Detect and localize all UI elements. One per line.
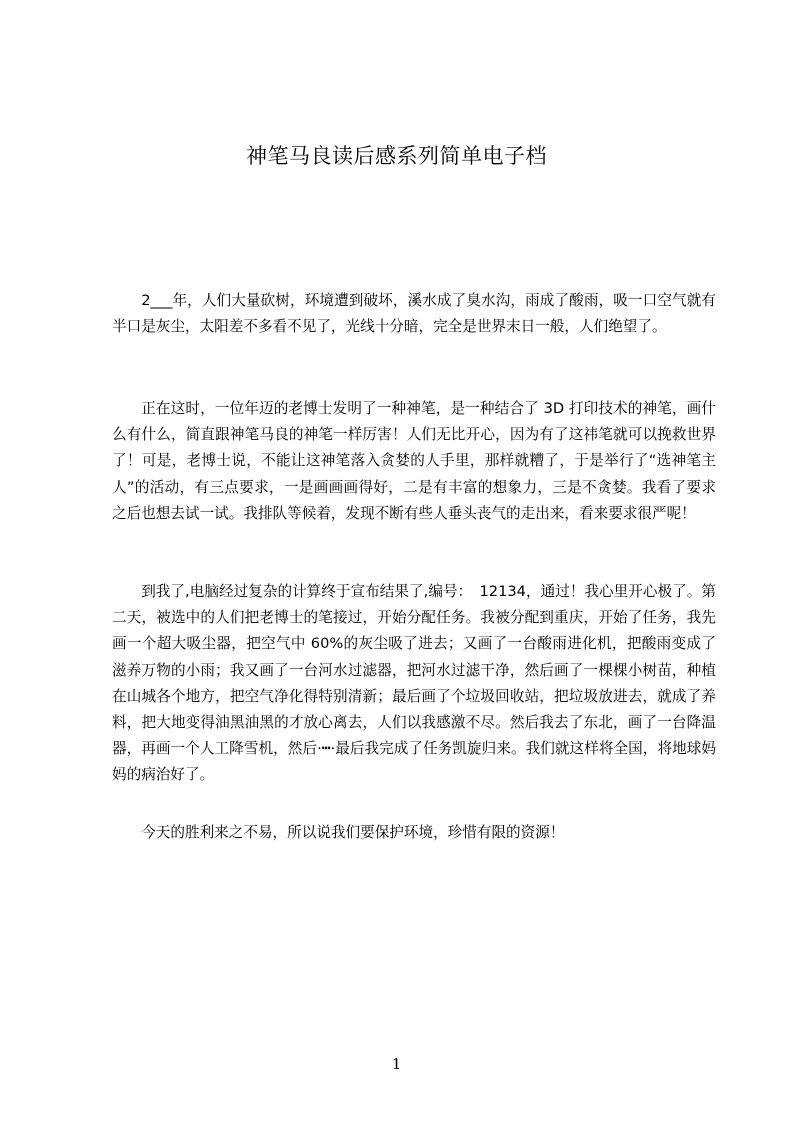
paragraph-4-container (112, 820, 716, 846)
paragraph-1: 2___年，人们大量砍树，环境遭到破坏，溪水成了臭水沟，雨成了酸雨，吸一口空气就有半口是灰尘，太阳差不多看不见了，光线十分暗，完全是世界末日一般，人们绝望了。 (112, 292, 716, 336)
document-title: 神笔马良读后感系列简单电子档 (246, 144, 547, 168)
paragraph-1-container (112, 288, 716, 340)
paragraph-2: 正在这时，一位年迈的老博士发明了一种神笔，是一种结合了 3D 打印技术的神笔，画什么有什么，简直跟神笔马良的神笔一样厉害！人们无比开心，因为有了这祎笔就可以挽救世界了！可是，老博士说，不能让这神笔落入贪婪的人手里，那样就糟了，于是举行了“选神笔主人”的活动，有三点要求，一是画画画得好，二是有丰富的想象力，三是不贪婪。我看了要求之后也想去试一试。我排队等候着，发现不断有些人垂头丧气的走出来，看来要求很严呢！ (112, 400, 716, 522)
paragraph-4: 今天的胜利来之不易，所以说我们要保护环境，珍惜有限的资源！ (141, 824, 565, 841)
paragraph-2-container (112, 396, 716, 527)
page-number: 1 (391, 1055, 402, 1073)
paragraph-3-container (112, 579, 716, 789)
paragraph-3: 到我了,电脑经过复杂的计算终于宣布结果了,编号： 12134，通过！我心里开心极了。第二天，被选中的人们把老博士的笔接过，开始分配任务。我被分配到重庆，开始了任务，我先画一个超大吸尘器，把空气中 60%的灰尘吸了进去；又画了一台酸雨进化机，把酸雨变成了滋养万物的小雨；我又画了一台河水过滤器，把河水过滤干净，然后画了一棵棵小树苗，种植在山城各个地方，把空气净化得特别清新；最后画了个垃圾回收站，把垃圾放进去，就成了养料，把大地变得油黑油黑的才放心离去，人们以我感激不尽。然后我去了东北，画了一台降温器，再画一个人工降雪机，然后·┅·最后我完成了任务凯旋归来。我们就这样将全国，将地球妈妈的病治好了。 (112, 583, 716, 784)
